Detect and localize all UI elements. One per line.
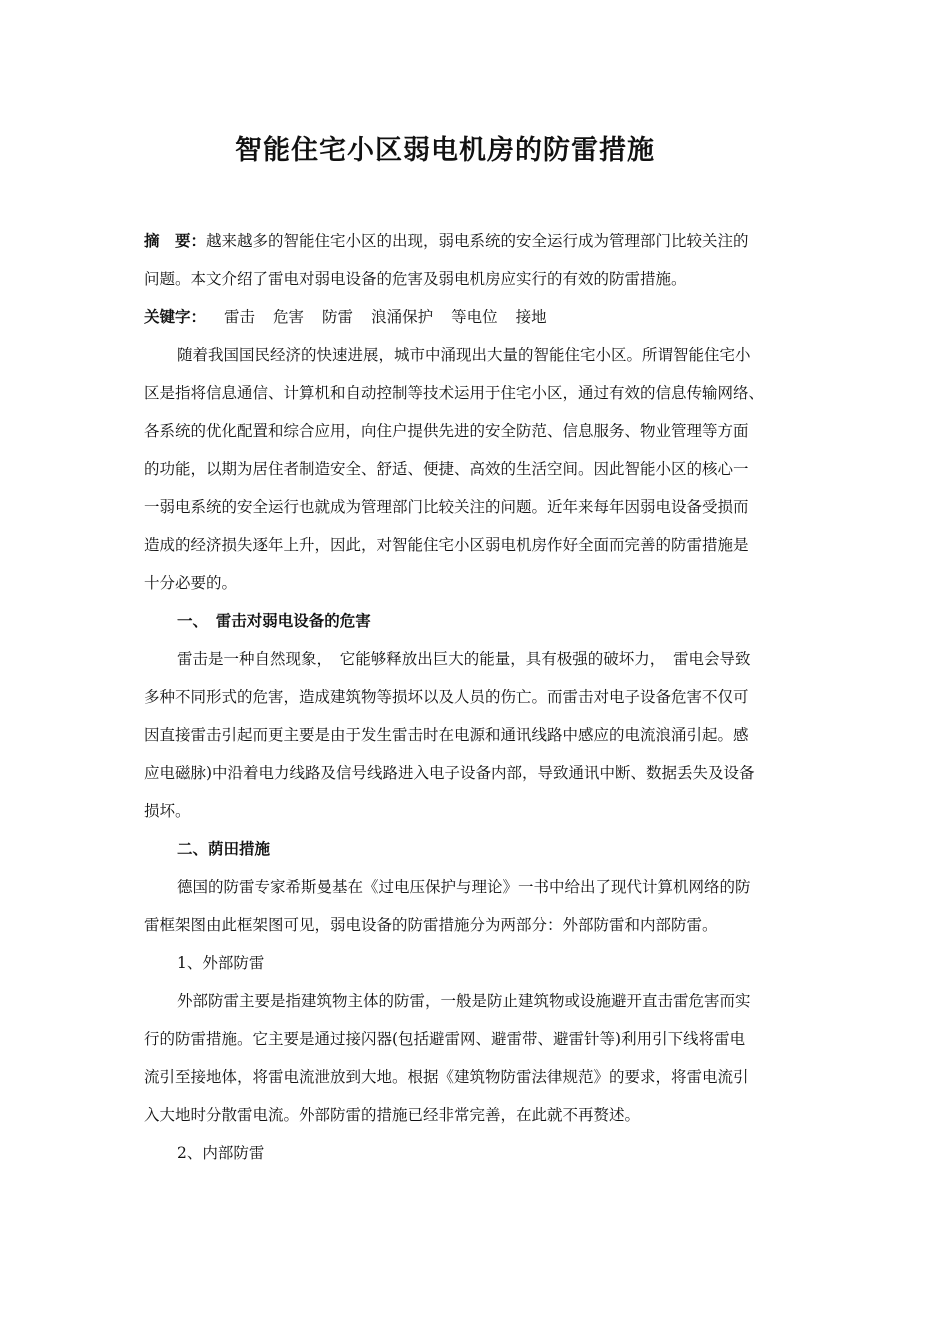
keyword: 等电位 [451, 308, 498, 326]
keyword: 防雷 [322, 308, 354, 326]
subsection2-heading: 2、内部防雷 [177, 1144, 265, 1162]
keyword: 雷击 [224, 308, 256, 326]
abstract-line-1 [144, 222, 806, 260]
subsection1-heading: 1、外部防雷 [177, 954, 265, 972]
section1-line: 损坏。 [144, 802, 191, 820]
subsection1-line: 行的防雷措施。它主要是通过接闪器(包括避雷网、避雷带、避雷针等)利用引下线将雷电 [144, 1030, 746, 1048]
abstract-label: 摘 要： [144, 232, 207, 250]
keyword: 浪涌保护 [371, 308, 434, 326]
section2-heading: 二、荫田措施 [177, 840, 271, 858]
section1-line: 多种不同形式的危害，造成建筑物等损坏以及人员的伤亡。而雷击对电子设备危害不仅可 [144, 688, 749, 706]
intro-line: 造成的经济损失逐年上升，因此，对智能住宅小区弱电机房作好全面而完善的防雷措施是 [144, 536, 749, 554]
section1-line: 因直接雷击引起而更主要是由于发生雷击时在电源和通讯线路中感应的电流浪涌引起。感 [144, 726, 749, 744]
keyword: 危害 [273, 308, 305, 326]
abstract-text: 越来越多的智能住宅小区的出现，弱电系统的安全运行成为管理部门比较关注的 [206, 232, 749, 250]
section1-heading: 一、 雷击对弱电设备的危害 [177, 612, 371, 630]
document-title: 智能住宅小区弱电机房的防雷措施 [235, 135, 655, 166]
keyword: 接地 [515, 308, 547, 326]
intro-line: 十分必要的。 [144, 574, 238, 592]
section2-line: 雷框架图由此框架图可见，弱电设备的防雷措施分为两部分：外部防雷和内部防雷。 [144, 916, 718, 934]
subsection1-line: 入大地时分散雷电流。外部防雷的措施已经非常完善，在此就不再赘述。 [144, 1106, 641, 1124]
intro-line: 随着我国国民经济的快速进展，城市中涌现出大量的智能住宅小区。所谓智能住宅小 [177, 346, 751, 364]
section2-line: 德国的防雷专家希斯曼基在《过电压保护与理论》一书中给出了现代计算机网络的防 [177, 878, 751, 896]
section1-line: 应电磁脉)中沿着电力线路及信号线路进入电子设备内部，导致通讯中断、数据丢失及设备 [144, 764, 755, 782]
document-body [144, 222, 806, 1172]
abstract-line-2: 问题。本文介绍了雷电对弱电设备的危害及弱电机房应实行的有效的防雷措施。 [144, 270, 687, 288]
section1-line: 雷击是一种自然现象， 它能够释放出巨大的能量，具有极强的破坏力， 雷电会导致 [177, 650, 751, 668]
intro-line: 的功能，以期为居住者制造安全、舒适、便捷、高效的生活空间。因此智能小区的核心一 [144, 460, 749, 478]
subsection1-line: 流引至接地体，将雷电流泄放到大地。根据《建筑物防雷法律规范》的要求，将雷电流引 [144, 1068, 749, 1086]
intro-line: 各系统的优化配置和综合应用，向住户提供先进的安全防范、信息服务、物业管理等方面 [144, 422, 749, 440]
keywords-label: 关键字： [144, 308, 207, 326]
keywords-line [144, 298, 806, 336]
intro-line: 区是指将信息通信、计算机和自动控制等技术运用于住宅小区，通过有效的信息传输网络、 [144, 384, 765, 402]
intro-line: 一弱电系统的安全运行也就成为管理部门比较关注的问题。近年来每年因弱电设备受损而 [144, 498, 749, 516]
subsection1-line: 外部防雷主要是指建筑物主体的防雷，一般是防止建筑物或设施避开直击雷危害而实 [177, 992, 751, 1010]
